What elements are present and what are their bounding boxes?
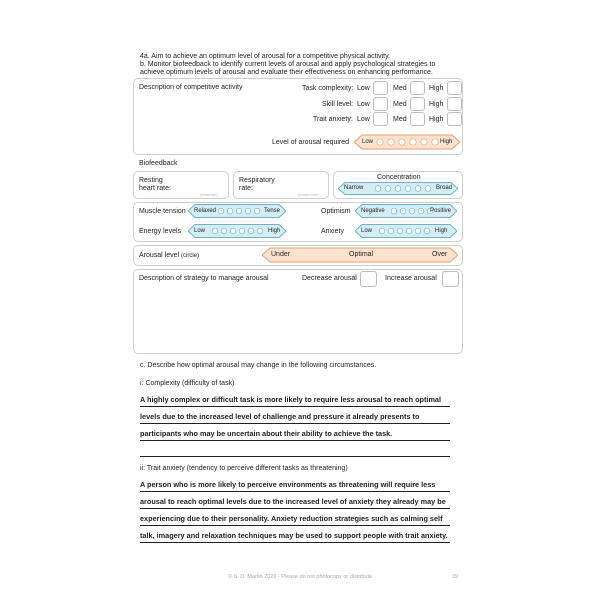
- trait-anxiety-high-checkbox[interactable]: [447, 112, 462, 126]
- trait-anxiety-high-label: High: [429, 116, 444, 123]
- scale-dot: [388, 139, 394, 145]
- page-number: 39: [452, 574, 459, 580]
- skill-level-low-label: Low: [357, 101, 370, 108]
- answer-complexity-line-4[interactable]: [140, 445, 450, 457]
- answer-trait-anxiety-line-3[interactable]: experiencing due to their personality. Anxiety reduction strategies such as calming self: [140, 514, 450, 526]
- scale-dot: [421, 139, 427, 145]
- energy-levels-label: Energy levels: [139, 228, 182, 235]
- scale-dot: [257, 228, 263, 234]
- resp-rate-label-2: rate:: [239, 185, 254, 192]
- scale-dot: [425, 186, 431, 192]
- scale-dot: [239, 228, 245, 234]
- skill-level-high-label: High: [429, 101, 444, 108]
- resp-rate-unit: (breaths/min): [298, 193, 319, 197]
- scale-dot: [218, 208, 224, 214]
- skill-level-label: Skill level:: [322, 101, 354, 108]
- task-complexity-high-label: High: [429, 85, 444, 92]
- scale-dot: [399, 139, 405, 145]
- scale-dot: [254, 208, 260, 214]
- trait-anxiety-low-checkbox[interactable]: [373, 112, 388, 126]
- scale-dot: [397, 228, 403, 234]
- concentration-label: Concentration: [377, 174, 421, 181]
- scale-dot: [221, 228, 227, 234]
- skill-level-low-checkbox[interactable]: [373, 97, 388, 111]
- footer-copyright: © S. D. Martin 2026 - Please do not photocopy or distribute: [228, 574, 373, 580]
- anxiety-label: Anxiety: [321, 228, 344, 235]
- scale-dot: [424, 228, 430, 234]
- answer-complexity-line-3[interactable]: participants who may be uncertain about their ability to achieve the task.: [140, 429, 450, 441]
- biofeedback-title: Biofeedback: [139, 160, 178, 167]
- question-trait-anxiety: ii: Trait anxiety (tendency to perceive different tasks as threatening): [140, 465, 348, 472]
- resting-hr-unit: (beats/min): [200, 193, 218, 197]
- arousal-under[interactable]: Under: [271, 251, 291, 258]
- increase-arousal-checkbox[interactable]: [442, 271, 459, 287]
- muscle-tension-label: Muscle tension: [139, 208, 186, 215]
- question-complexity: i: Complexity (difficulty of task): [140, 380, 235, 387]
- task-complexity-high-checkbox[interactable]: [447, 81, 462, 95]
- task-complexity-med-checkbox[interactable]: [410, 81, 425, 95]
- task-b-text-line2: achieve optimum levels of arousal and evaluate their effectiveness on enhancing performance.: [140, 69, 433, 76]
- scale-dot: [415, 228, 421, 234]
- scale-dot: [410, 139, 416, 145]
- scale-dot: [236, 208, 242, 214]
- scale-dot: [227, 208, 233, 214]
- skill-level-med-label: Med: [393, 101, 407, 108]
- answer-complexity-line-1[interactable]: A highly complex or difficult task is more likely to require less arousal to reach optimal: [140, 395, 450, 407]
- arousal-over[interactable]: Over: [432, 251, 448, 258]
- strategy-label: Description of strategy to manage arousal: [139, 275, 269, 282]
- arousal-optimal[interactable]: Optimal: [349, 251, 374, 258]
- scale-dot: [406, 228, 412, 234]
- task-complexity-label: Task complexity:: [302, 85, 354, 92]
- scale-dot: [212, 228, 218, 234]
- scale-dot: [400, 208, 406, 214]
- scale-dot: [379, 228, 385, 234]
- scale-dot: [395, 186, 401, 192]
- answer-trait-anxiety-line-1[interactable]: A person who is more likely to perceive environments as threatening will require less: [140, 480, 450, 492]
- task-complexity-low-checkbox[interactable]: [373, 81, 388, 95]
- activity-description-label: Description of competitive activity: [139, 84, 243, 91]
- resp-rate-label-1: Respiratory: [239, 177, 275, 184]
- answer-complexity-line-2[interactable]: levels due to the increased level of challenge and pressure it already presents to: [140, 412, 450, 424]
- scale-dot: [248, 228, 254, 234]
- task-complexity-med-label: Med: [393, 85, 407, 92]
- concentration-left: Narrow: [344, 185, 364, 191]
- scale-dot: [375, 186, 381, 192]
- arousal-required-label: Level of arousal required: [272, 139, 350, 146]
- decrease-arousal-label: Decrease arousal: [302, 275, 357, 282]
- concentration-right: Broad: [436, 185, 453, 191]
- arousal-required-high: High: [440, 139, 453, 145]
- arousal-required-low: Low: [362, 139, 374, 145]
- task-b-text-line1: b. Monitor biofeedback to identify current levels of arousal and apply psychological strategies to: [140, 61, 436, 68]
- answer-trait-anxiety-line-2[interactable]: arousal to reach optimal levels due to the increased level of anxiety they already may be: [140, 497, 450, 509]
- optimism-left: Negative: [361, 208, 385, 214]
- scale-dot: [405, 186, 411, 192]
- scale-dot: [409, 208, 415, 214]
- energy-left: Low: [194, 228, 206, 234]
- task-complexity-low-label: Low: [357, 85, 370, 92]
- scale-dot: [377, 139, 383, 145]
- optimism-label: Optimism: [321, 208, 351, 215]
- muscle-left: Relaxed: [194, 208, 217, 214]
- trait-anxiety-med-label: Med: [393, 116, 407, 123]
- answer-trait-anxiety-line-4[interactable]: talk, imagery and relaxation techniques may be used to support people with trait anxiety.: [140, 531, 450, 543]
- trait-anxiety-low-label: Low: [357, 116, 370, 123]
- decrease-arousal-checkbox[interactable]: [360, 271, 377, 287]
- scale-dot: [230, 228, 236, 234]
- increase-arousal-label: Increase arousal: [385, 275, 437, 282]
- anxiety-left: Low: [361, 228, 373, 234]
- anxiety-right: High: [435, 228, 448, 234]
- part-c-prompt: c. Describe how optimal arousal may change in the following circumstances.: [140, 362, 377, 369]
- energy-right: High: [268, 228, 281, 234]
- scale-dot: [385, 186, 391, 192]
- trait-anxiety-label: Trait anxiety:: [313, 116, 353, 123]
- skill-level-high-checkbox[interactable]: [447, 97, 462, 111]
- muscle-right: Tense: [264, 208, 281, 214]
- task-4a-text: 4a. Aim to achieve an optimum level of arousal for a competitive physical activity.: [140, 53, 391, 60]
- scale-dot: [415, 186, 421, 192]
- scale-dot: [418, 208, 424, 214]
- arousal-level-label: Arousal level (circle): [139, 252, 200, 259]
- scale-dot: [432, 139, 438, 145]
- scale-dot: [391, 208, 397, 214]
- optimism-right: Positive: [430, 208, 452, 214]
- skill-level-med-checkbox[interactable]: [410, 97, 425, 111]
- resting-hr-label-2: heart rate:: [139, 185, 171, 192]
- scale-dot: [388, 228, 394, 234]
- resting-hr-label-1: Resting: [139, 177, 163, 184]
- trait-anxiety-med-checkbox[interactable]: [410, 112, 425, 126]
- scale-dot: [245, 208, 251, 214]
